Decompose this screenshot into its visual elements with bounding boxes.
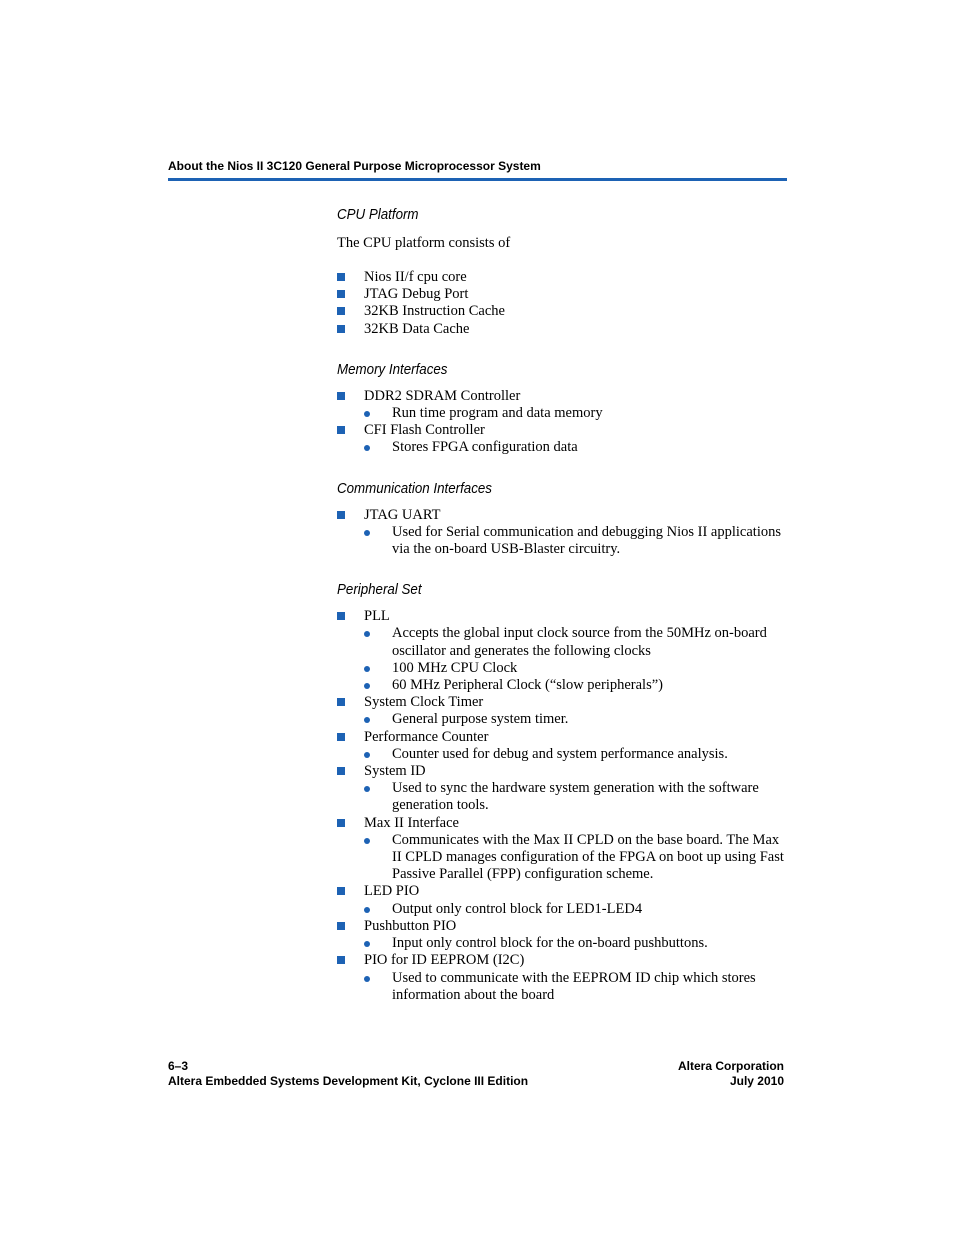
sub-list-item [364, 405, 787, 422]
square-bullet-icon [337, 612, 345, 620]
square-bullet-icon [337, 922, 345, 930]
sub-list-item [364, 439, 787, 456]
sub-item-text: General purpose system timer. [392, 711, 569, 728]
sub-item-text: 100 MHz CPU Clock [392, 659, 518, 676]
square-bullet-icon [337, 290, 345, 298]
round-bullet-icon [364, 838, 370, 844]
cpu-platform-intro: The CPU platform consists of [337, 235, 511, 251]
memory-interfaces-list [337, 388, 787, 457]
list-item-label: PLL [364, 608, 390, 625]
square-bullet-icon [337, 325, 345, 333]
sub-item-text: Input only control block for the on-board pushbuttons. [392, 935, 708, 952]
list-item [337, 729, 787, 763]
list-item [337, 303, 787, 320]
list-item-label: Nios II/f cpu core [364, 269, 467, 285]
round-bullet-icon [364, 976, 370, 982]
page-header-title: About the Nios II 3C120 General Purpose Microprocessor System [168, 159, 541, 173]
square-bullet-icon [337, 819, 345, 827]
list-item-label: JTAG Debug Port [364, 286, 469, 303]
sub-list-item [364, 711, 787, 728]
round-bullet-icon [364, 666, 370, 672]
round-bullet-icon [364, 530, 370, 536]
footer-page-number: 6–3 [168, 1059, 189, 1073]
list-item-label: Performance Counter [364, 728, 489, 745]
list-item [337, 608, 787, 694]
sub-list-item [364, 660, 787, 677]
square-bullet-icon [337, 273, 345, 281]
sub-list-item [364, 746, 787, 763]
round-bullet-icon [364, 941, 370, 947]
round-bullet-icon [364, 445, 370, 451]
list-item [337, 883, 787, 917]
footer-book-title: Altera Embedded Systems Development Kit, Cyclone III Edition [168, 1074, 529, 1088]
round-bullet-icon [364, 631, 370, 637]
list-item-label: 32KB Instruction Cache [364, 303, 505, 320]
list-item-label: System ID [364, 763, 426, 780]
list-item [337, 694, 787, 728]
square-bullet-icon [337, 392, 345, 400]
square-bullet-icon [337, 511, 345, 519]
sub-item-text: 60 MHz Peripheral Clock (“slow peripherals”) [392, 677, 663, 694]
list-item-label: DDR2 SDRAM Controller [364, 387, 521, 404]
sub-item-text: Used to sync the hardware system generation with the software generation tools. [392, 780, 759, 814]
list-item-label: System Clock Timer [364, 694, 484, 711]
main-content [337, 205, 787, 1004]
list-item-label: Pushbutton PIO [364, 917, 457, 934]
sub-item-text: Output only control block for LED1-LED4 [392, 900, 643, 917]
sub-list-item [364, 901, 787, 918]
list-item [337, 388, 787, 422]
list-item [337, 918, 787, 952]
peripheral-set-heading: Peripheral Set [337, 582, 422, 599]
sub-item-text: Used to communicate with the EEPROM ID chip which stores information about the board [392, 969, 756, 1003]
list-item-label: JTAG UART [364, 506, 441, 523]
list-item [337, 507, 787, 559]
square-bullet-icon [337, 698, 345, 706]
list-item [337, 269, 787, 286]
footer-date: July 2010 [729, 1074, 784, 1088]
list-item-label: CFI Flash Controller [364, 422, 485, 439]
round-bullet-icon [364, 717, 370, 723]
square-bullet-icon [337, 956, 345, 964]
list-item [337, 321, 787, 338]
sub-list-item [364, 970, 787, 1004]
peripheral-set-list [337, 608, 787, 1004]
cpu-platform-list [337, 269, 787, 338]
sub-item-text: Counter used for debug and system performance analysis. [392, 745, 728, 762]
footer-company: Altera Corporation [677, 1059, 784, 1073]
sub-item-text: Communicates with the Max II CPLD on the base board. The Max II CPLD manages configuration of the FPGA on boot up using Fast Passive Parallel (FPP) configuration scheme. [392, 831, 784, 883]
sub-list-item [364, 832, 787, 884]
square-bullet-icon [337, 887, 345, 895]
cpu-platform-heading: CPU Platform [337, 207, 419, 223]
square-bullet-icon [337, 733, 345, 741]
list-item-label: PIO for ID EEPROM (I2C) [364, 952, 525, 969]
round-bullet-icon [364, 786, 370, 792]
sub-list-item [364, 625, 787, 659]
sub-item-text: Run time program and data memory [392, 405, 603, 422]
list-item-label: LED PIO [364, 883, 420, 900]
sub-item-text: Accepts the global input clock source from the 50MHz on-board oscillator and generates the following clocks [392, 625, 767, 659]
sub-item-text: Used for Serial communication and debugging Nios II applications via the on-board USB-Blaster circuitry. [392, 523, 781, 558]
square-bullet-icon [337, 307, 345, 315]
round-bullet-icon [364, 752, 370, 758]
list-item-label: Max II Interface [364, 814, 459, 831]
header-rule [168, 178, 787, 181]
list-item-label: 32KB Data Cache [364, 320, 470, 337]
square-bullet-icon [337, 767, 345, 775]
list-item [337, 286, 787, 303]
sub-list-item [364, 677, 787, 694]
sub-item-text: Stores FPGA configuration data [392, 439, 578, 456]
sub-list-item [364, 935, 787, 952]
communication-interfaces-heading: Communication Interfaces [337, 480, 492, 497]
list-item [337, 952, 787, 1004]
round-bullet-icon [364, 411, 370, 417]
communication-interfaces-list [337, 507, 787, 559]
sub-list-item [364, 780, 787, 814]
list-item [337, 763, 787, 815]
memory-interfaces-heading: Memory Interfaces [337, 361, 448, 378]
sub-list-item [364, 524, 787, 558]
square-bullet-icon [337, 426, 345, 434]
list-item [337, 422, 787, 456]
round-bullet-icon [364, 683, 370, 689]
round-bullet-icon [364, 907, 370, 913]
list-item [337, 815, 787, 884]
